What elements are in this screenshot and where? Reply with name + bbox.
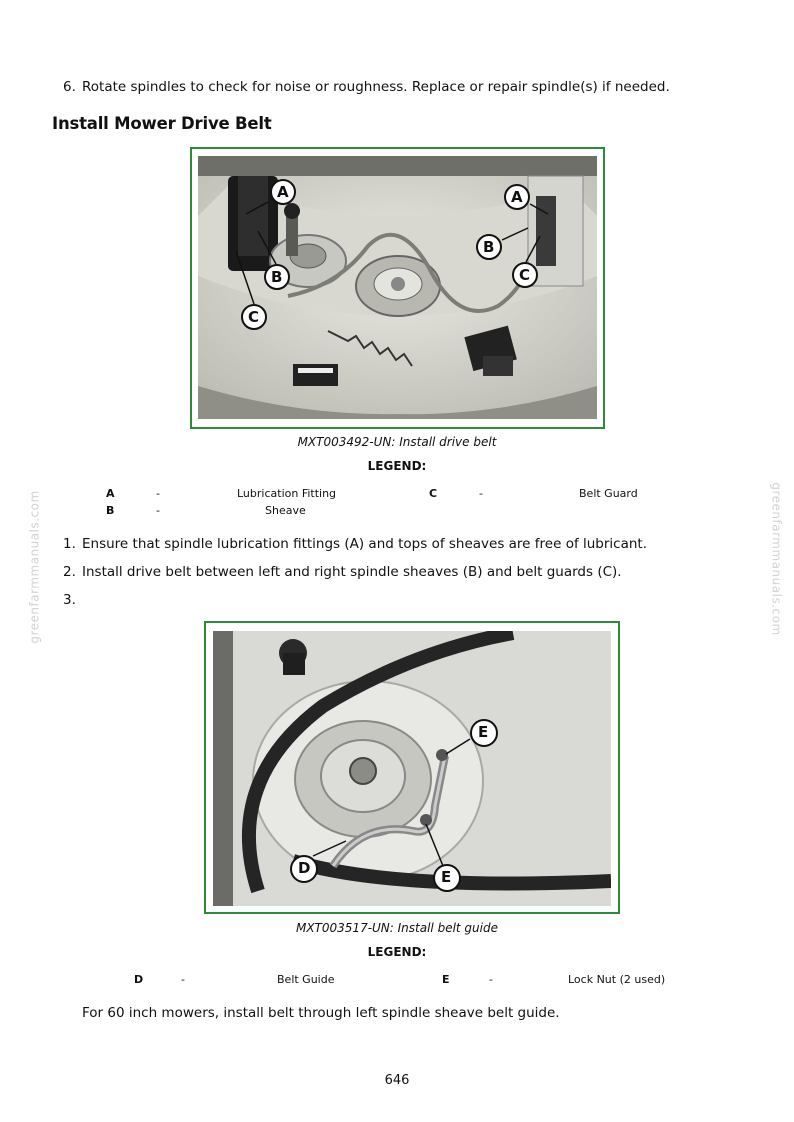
legend-dash: - [489, 973, 493, 986]
step-text: Install drive belt between left and right spindle sheaves (B) and belt guards (C). [82, 564, 622, 580]
callout-a-right: A [511, 188, 523, 206]
legend-value: Belt Guide [277, 973, 335, 986]
figure-1-frame [190, 147, 605, 429]
callout-e-top: E [478, 723, 489, 741]
step-number: 2. [63, 564, 76, 580]
figure-2-caption: MXT003517-UN: Install belt guide [295, 921, 498, 935]
step-1 [63, 536, 647, 552]
legend-key: C [429, 487, 438, 500]
figure-1-caption: MXT003492-UN: Install drive belt [297, 435, 497, 449]
legend-key: A [106, 487, 115, 500]
watermark-right: greenfarmmanuals.com [769, 482, 784, 636]
legend-value: Lubrication Fitting [237, 487, 337, 500]
figure-2-photo [213, 631, 611, 906]
legend-value: Sheave [265, 504, 306, 517]
section-heading: Install Mower Drive Belt [52, 114, 272, 133]
page-number: 646 [384, 1073, 410, 1088]
legend-key: E [442, 973, 450, 986]
callout-b-left: B [271, 268, 283, 286]
mower-deck-photo [198, 156, 597, 419]
callout-e-bottom: E [441, 868, 452, 886]
legend-1-title: LEGEND: [367, 459, 427, 473]
legend-dash: - [156, 487, 160, 500]
legend-2-title: LEGEND: [367, 945, 427, 959]
legend-key: D [134, 973, 144, 986]
step-text: Ensure that spindle lubrication fittings (A) and tops of sheaves are free of lubricant. [82, 536, 648, 552]
belt-guide-photo [213, 631, 611, 906]
watermark-left: greenfarmmanuals.com [27, 490, 42, 644]
callout-d: D [298, 859, 311, 877]
legend-dash: - [479, 487, 483, 500]
step-6 [63, 79, 670, 95]
figure-2-frame [204, 621, 620, 914]
callout-a-left: A [277, 183, 289, 201]
callout-c-right: C [519, 266, 531, 284]
note-text: For 60 inch mowers, install belt through left spindle sheave belt guide. [82, 1005, 560, 1021]
legend-value: Belt Guard [579, 487, 638, 500]
callout-c-left: C [248, 308, 260, 326]
step-number: 3. [63, 592, 76, 608]
step-number: 6. [63, 79, 76, 95]
legend-value: Lock Nut (2 used) [568, 973, 666, 986]
legend-dash: - [181, 973, 185, 986]
step-3 [63, 592, 82, 608]
step-2 [63, 564, 622, 580]
legend-key: B [106, 504, 115, 517]
step-text: Rotate spindles to check for noise or roughness. Replace or repair spindle(s) if needed. [82, 79, 670, 95]
figure-1-photo [198, 156, 597, 419]
step-number: 1. [63, 536, 76, 552]
callout-b-right: B [483, 238, 495, 256]
legend-dash: - [156, 504, 160, 517]
